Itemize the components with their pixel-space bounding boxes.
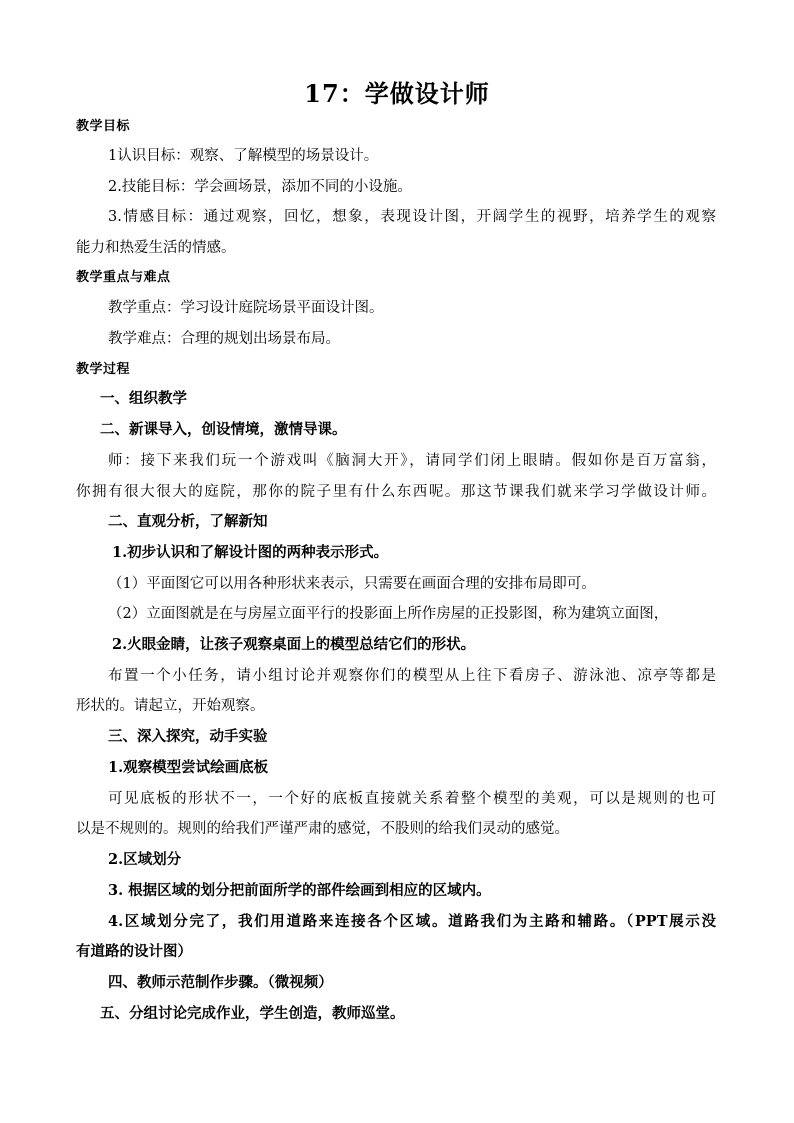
section-heading-process: 教学过程 (76, 362, 131, 377)
sub-step-heading: 3. 根据区域的划分把前面所学的部件绘画到相应的区域内。 (108, 882, 491, 899)
sub-step-heading: 4.区域划分完了，我们用道路来连接各个区域。道路我们为主路和辅路。（PPT展示没 (108, 913, 716, 930)
sub-step-heading: 2.区域划分 (108, 851, 182, 868)
paragraph-line: 3.情感目标：通过观察，回忆，想象，表现设计图，开阔学生的视野，培养学生的观察 (108, 209, 716, 225)
sub-step-heading: 有道路的设计图） (76, 943, 192, 960)
paragraph-line: （2）立面图就是在与房屋立面平行的投影面上所作房屋的正投影图，称为建筑立面图， (108, 606, 669, 622)
step-heading: 三、深入探究，动手实验 (108, 728, 268, 745)
paragraph-line: 教学重点：学习设计庭院场景平面设计图。 (108, 300, 384, 316)
paragraph-line: 教学难点：合理的规划出场景布局。 (108, 331, 340, 347)
paragraph-line: 布置一个小任务，请小组讨论并观察你们的模型从上往下看房子、游泳池、凉亭等都是 (108, 668, 716, 684)
step-heading: 一、组织教学 (100, 390, 187, 407)
sub-step-heading: 2.火眼金睛，让孩子观察桌面上的模型总结它们的形状。 (112, 636, 476, 653)
step-heading: 五、分组讨论完成作业，学生创造，教师巡堂。 (100, 1005, 405, 1022)
paragraph-line: 形状的。请起立，开始观察。 (76, 698, 265, 714)
paragraph-line: 能力和热爱生活的情感。 (76, 240, 236, 256)
document-title: 17：学做设计师 (304, 79, 490, 108)
step-heading: 二、新课导入，创设情境，激情导课。 (100, 421, 347, 438)
paragraph-line: 可见底板的形状不一，一个好的底板直接就关系着整个模型的美观，可以是规则的也可 (108, 791, 716, 807)
paragraph-line: 师：接下来我们玩一个游戏叫《脑洞大开》，请同学们闭上眼睛。假如你是百万富翁， (108, 453, 716, 469)
section-heading-key-points: 教学重点与难点 (76, 270, 171, 285)
sub-step-heading: 1.初步认识和了解设计图的两种表示形式。 (112, 544, 389, 561)
sub-step-heading: 1.观察模型尝试绘画底板 (108, 759, 269, 776)
paragraph-line: 以是不规则的。规则的给我们严谨严肃的感觉，不股则的给我们灵动的感觉。 (76, 821, 569, 837)
section-heading-objectives: 教学目标 (76, 119, 131, 134)
paragraph-line: 1认识目标：观察、了解模型的场景设计。 (108, 148, 379, 164)
paragraph-line: 2.技能目标：学会画场景，添加不同的小设施。 (108, 179, 412, 195)
paragraph-line: （1）平面图它可以用各种形状来表示，只需要在画面合理的安排布局即可。 (108, 576, 596, 592)
step-heading: 四、教师示范制作步骤。（微视频） (108, 974, 333, 991)
step-heading: 二、直观分析，了解新知 (108, 513, 268, 530)
paragraph-line: 你拥有很大很大的庭院，那你的院子里有什么东西呢。那这节课我们就来学习学做设计师。 (76, 484, 716, 500)
